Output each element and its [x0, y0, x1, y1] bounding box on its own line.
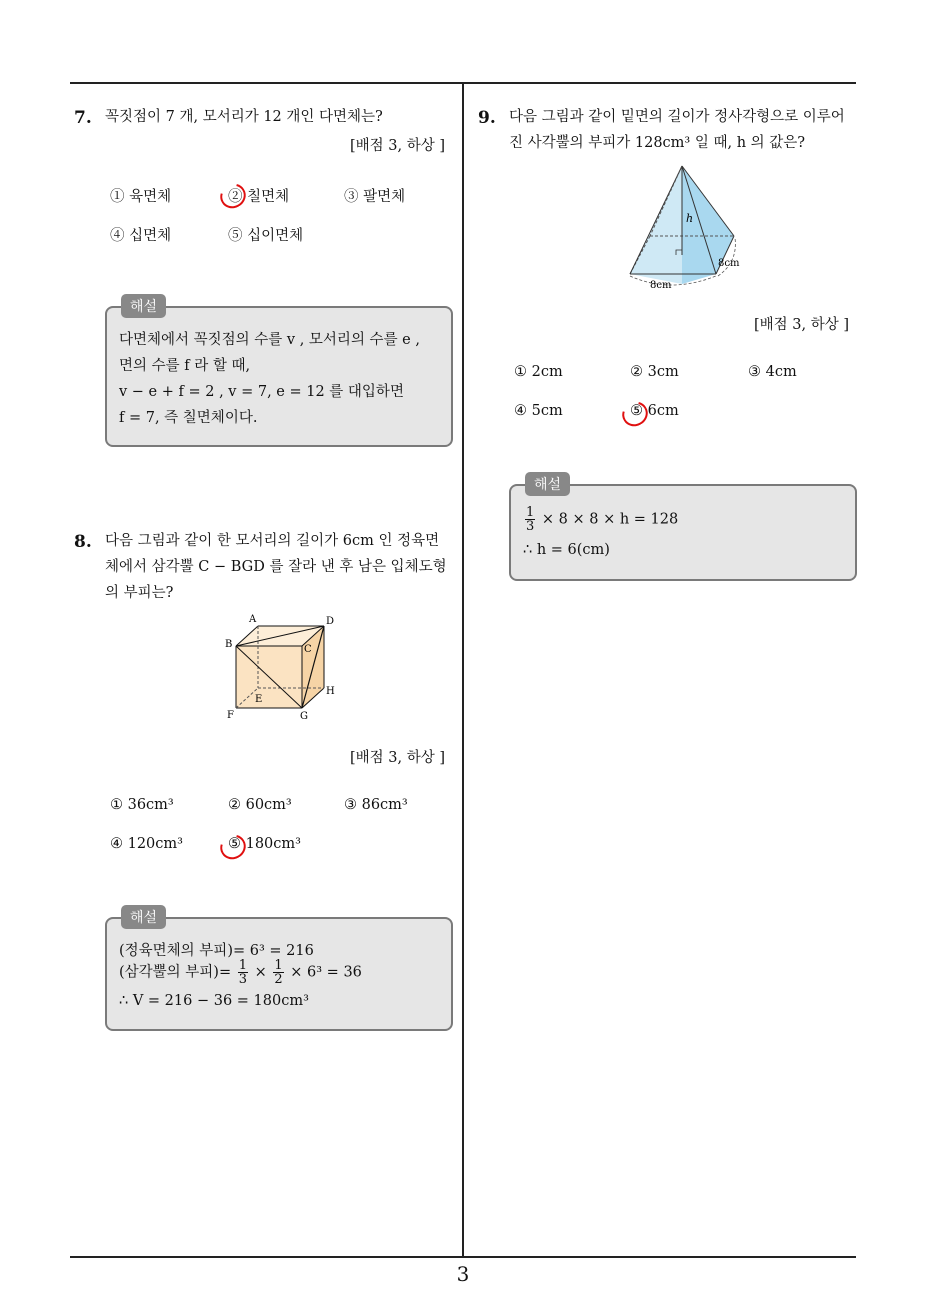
q9-label-side-right: 8cm — [718, 258, 740, 269]
q8-cube-figure — [222, 610, 342, 722]
q8-question-line-1: 다음 그림과 같이 한 모서리의 길이가 6cm 인 정육면 — [105, 533, 440, 549]
q9-explanation-tag: 해설 — [525, 472, 570, 496]
q8-choice-4[interactable]: ④ 120cm³ — [110, 836, 183, 852]
page-number: 3 — [456, 1262, 470, 1286]
q9-exp-line-1 — [523, 506, 678, 533]
q9-exp-line-2: ∴ h = 6(cm) — [523, 542, 610, 558]
q8-exp-line-2-label: (삼각뿔의 부피)= — [119, 964, 232, 981]
q7-question: 꼭짓점이 7 개, 모서리가 12 개인 다면체는? — [105, 109, 383, 125]
q8-choice-3[interactable]: ③ 86cm³ — [344, 797, 408, 813]
q7-explanation-tag: 해설 — [121, 294, 166, 318]
q7-choice-4[interactable]: ④ 십면체 — [110, 228, 172, 244]
q7-exp-line-2: 면의 수를 f 라 할 때, — [119, 358, 251, 374]
q7-exp-line-4: f = 7, 즉 칠면체이다. — [119, 410, 258, 426]
q8-label-e: E — [255, 694, 263, 705]
q7-number: 7. — [74, 108, 92, 128]
q8-label-d: D — [326, 616, 335, 627]
q9-question-line-2: 진 사각뿔의 부피가 128cm³ 일 때, h 의 값은? — [509, 135, 806, 151]
q8-exp-times: × — [254, 964, 267, 981]
q9-exp-fraction-1-3: $\frac{1}{3}$ — [526, 505, 535, 534]
q7-choice-5[interactable]: ⑤ 십이면체 — [228, 228, 304, 244]
q9-pyramid-left-face — [630, 166, 682, 284]
q7-choice-1[interactable]: ① 육면체 — [110, 189, 172, 205]
q8-question-line-2: 체에서 삼각뿔 C − BGD 를 잘라 낸 후 남은 입체도형 — [105, 559, 447, 575]
q9-number: 9. — [478, 108, 496, 128]
q9-choice-4[interactable]: ④ 5cm — [514, 403, 563, 419]
q8-choice-1[interactable]: ① 36cm³ — [110, 797, 174, 813]
q9-pyramid-figure — [620, 162, 750, 292]
q7-exp-line-1: 다면체에서 꼭짓점의 수를 v , 모서리의 수를 e , — [119, 332, 420, 348]
q9-choice-5[interactable]: ⑤ 6cm — [630, 403, 679, 419]
q8-choice-2[interactable]: ② 60cm³ — [228, 797, 292, 813]
q7-choice-2[interactable]: ② 칠면체 — [228, 189, 290, 205]
q8-exp-line-3: ∴ V = 216 − 36 = 180cm³ — [119, 993, 309, 1009]
column-divider — [462, 84, 464, 1256]
q9-score: [배점 3, 하상 ] — [754, 317, 850, 333]
q9-label-side-front: 8cm — [650, 280, 672, 291]
q7-score: [배점 3, 하상 ] — [350, 138, 446, 154]
q8-choice-5[interactable]: ⑤ 180cm³ — [228, 836, 301, 852]
q8-label-b: B — [225, 639, 233, 650]
bottom-rule — [70, 1256, 856, 1258]
q8-label-f: F — [227, 710, 234, 721]
q9-question-line-1: 다음 그림과 같이 밑면의 길이가 정사각형으로 이루어 — [509, 109, 845, 125]
q8-label-a: A — [249, 614, 257, 625]
q9-choice-1[interactable]: ① 2cm — [514, 364, 563, 380]
q8-exp-line-2-rest: × 6³ = 36 — [290, 964, 362, 981]
q9-choice-3[interactable]: ③ 4cm — [748, 364, 797, 380]
q8-question-line-3: 의 부피는? — [105, 585, 174, 601]
q8-label-h: H — [326, 686, 335, 697]
q8-number: 8. — [74, 532, 92, 552]
q9-exp-line-1-rest: × 8 × 8 × h = 128 — [541, 511, 679, 528]
q8-exp-line-2 — [119, 959, 362, 986]
q8-label-c: C — [304, 644, 312, 655]
q8-exp-line-1: (정육면체의 부피)= 6³ = 216 — [119, 943, 314, 959]
q9-explanation — [509, 477, 857, 581]
q7-explanation — [105, 299, 453, 447]
q9-label-height: h — [686, 212, 694, 225]
q8-exp-fraction-1-2: $\frac{1}{2}$ — [274, 958, 283, 987]
q9-choice-2[interactable]: ② 3cm — [630, 364, 679, 380]
q7-exp-line-3: v − e + f = 2 , v = 7, e = 12 를 대입하면 — [119, 384, 404, 400]
q8-score: [배점 3, 하상 ] — [350, 750, 446, 766]
q8-explanation-tag: 해설 — [121, 905, 166, 929]
q8-explanation — [105, 910, 453, 1031]
q8-label-g: G — [300, 711, 308, 722]
q7-choice-3[interactable]: ③ 팔면체 — [344, 189, 406, 205]
q8-exp-fraction-1-3: $\frac{1}{3}$ — [238, 958, 248, 987]
